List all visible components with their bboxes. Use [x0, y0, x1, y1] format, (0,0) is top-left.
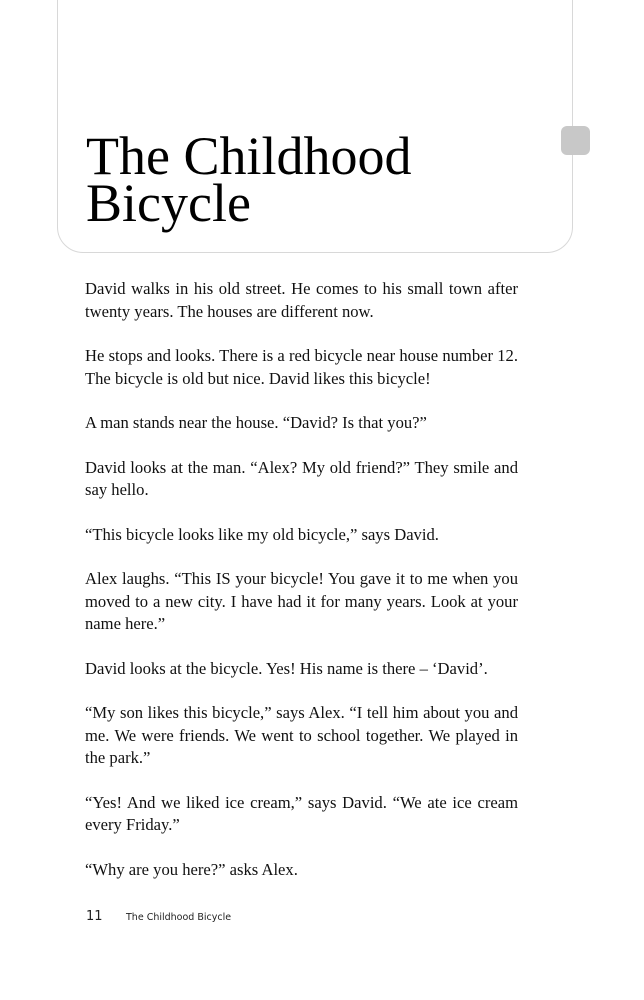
chapter-header-box [57, 0, 573, 253]
running-title: The Childhood Bicycle [126, 912, 232, 923]
page-tab-marker[interactable] [561, 126, 590, 155]
title-line-1: The Childhood [86, 126, 412, 186]
chapter-title [86, 126, 412, 233]
story-body [85, 278, 518, 903]
paragraph: “My son likes this bicycle,” says Alex. “I tell him about you and me. We were friends. We went to school together. We played in the park.” [85, 703, 518, 767]
page-footer [86, 905, 231, 924]
paragraph: David looks at the man. “Alex? My old friend?” They smile and say hello. [85, 457, 518, 499]
title-line-2: Bicycle [86, 173, 251, 233]
paragraph: A man stands near the house. “David? Is that you?” [85, 413, 427, 432]
paragraph: He stops and looks. There is a red bicycle near house number 12. The bicycle is old but nice. David likes this bicycle! [85, 346, 518, 388]
paragraph: “Why are you here?” asks Alex. [85, 859, 298, 879]
paragraph: David looks at the bicycle. Yes! His name is there – ‘David’. [85, 658, 488, 678]
paragraph: David walks in his old street. He comes to his small town after twenty years. The houses are different now. [85, 279, 518, 321]
paragraph: Alex laughs. “This IS your bicycle! You gave it to me when you moved to a new city. I have had it for many years. Look at your name here.” [85, 569, 518, 633]
page-number: 11 [86, 909, 103, 924]
paragraph: “This bicycle looks like my old bicycle,” says David. [85, 524, 439, 544]
paragraph: “Yes! And we liked ice cream,” says David. “We ate ice cream every Friday.” [85, 792, 518, 834]
